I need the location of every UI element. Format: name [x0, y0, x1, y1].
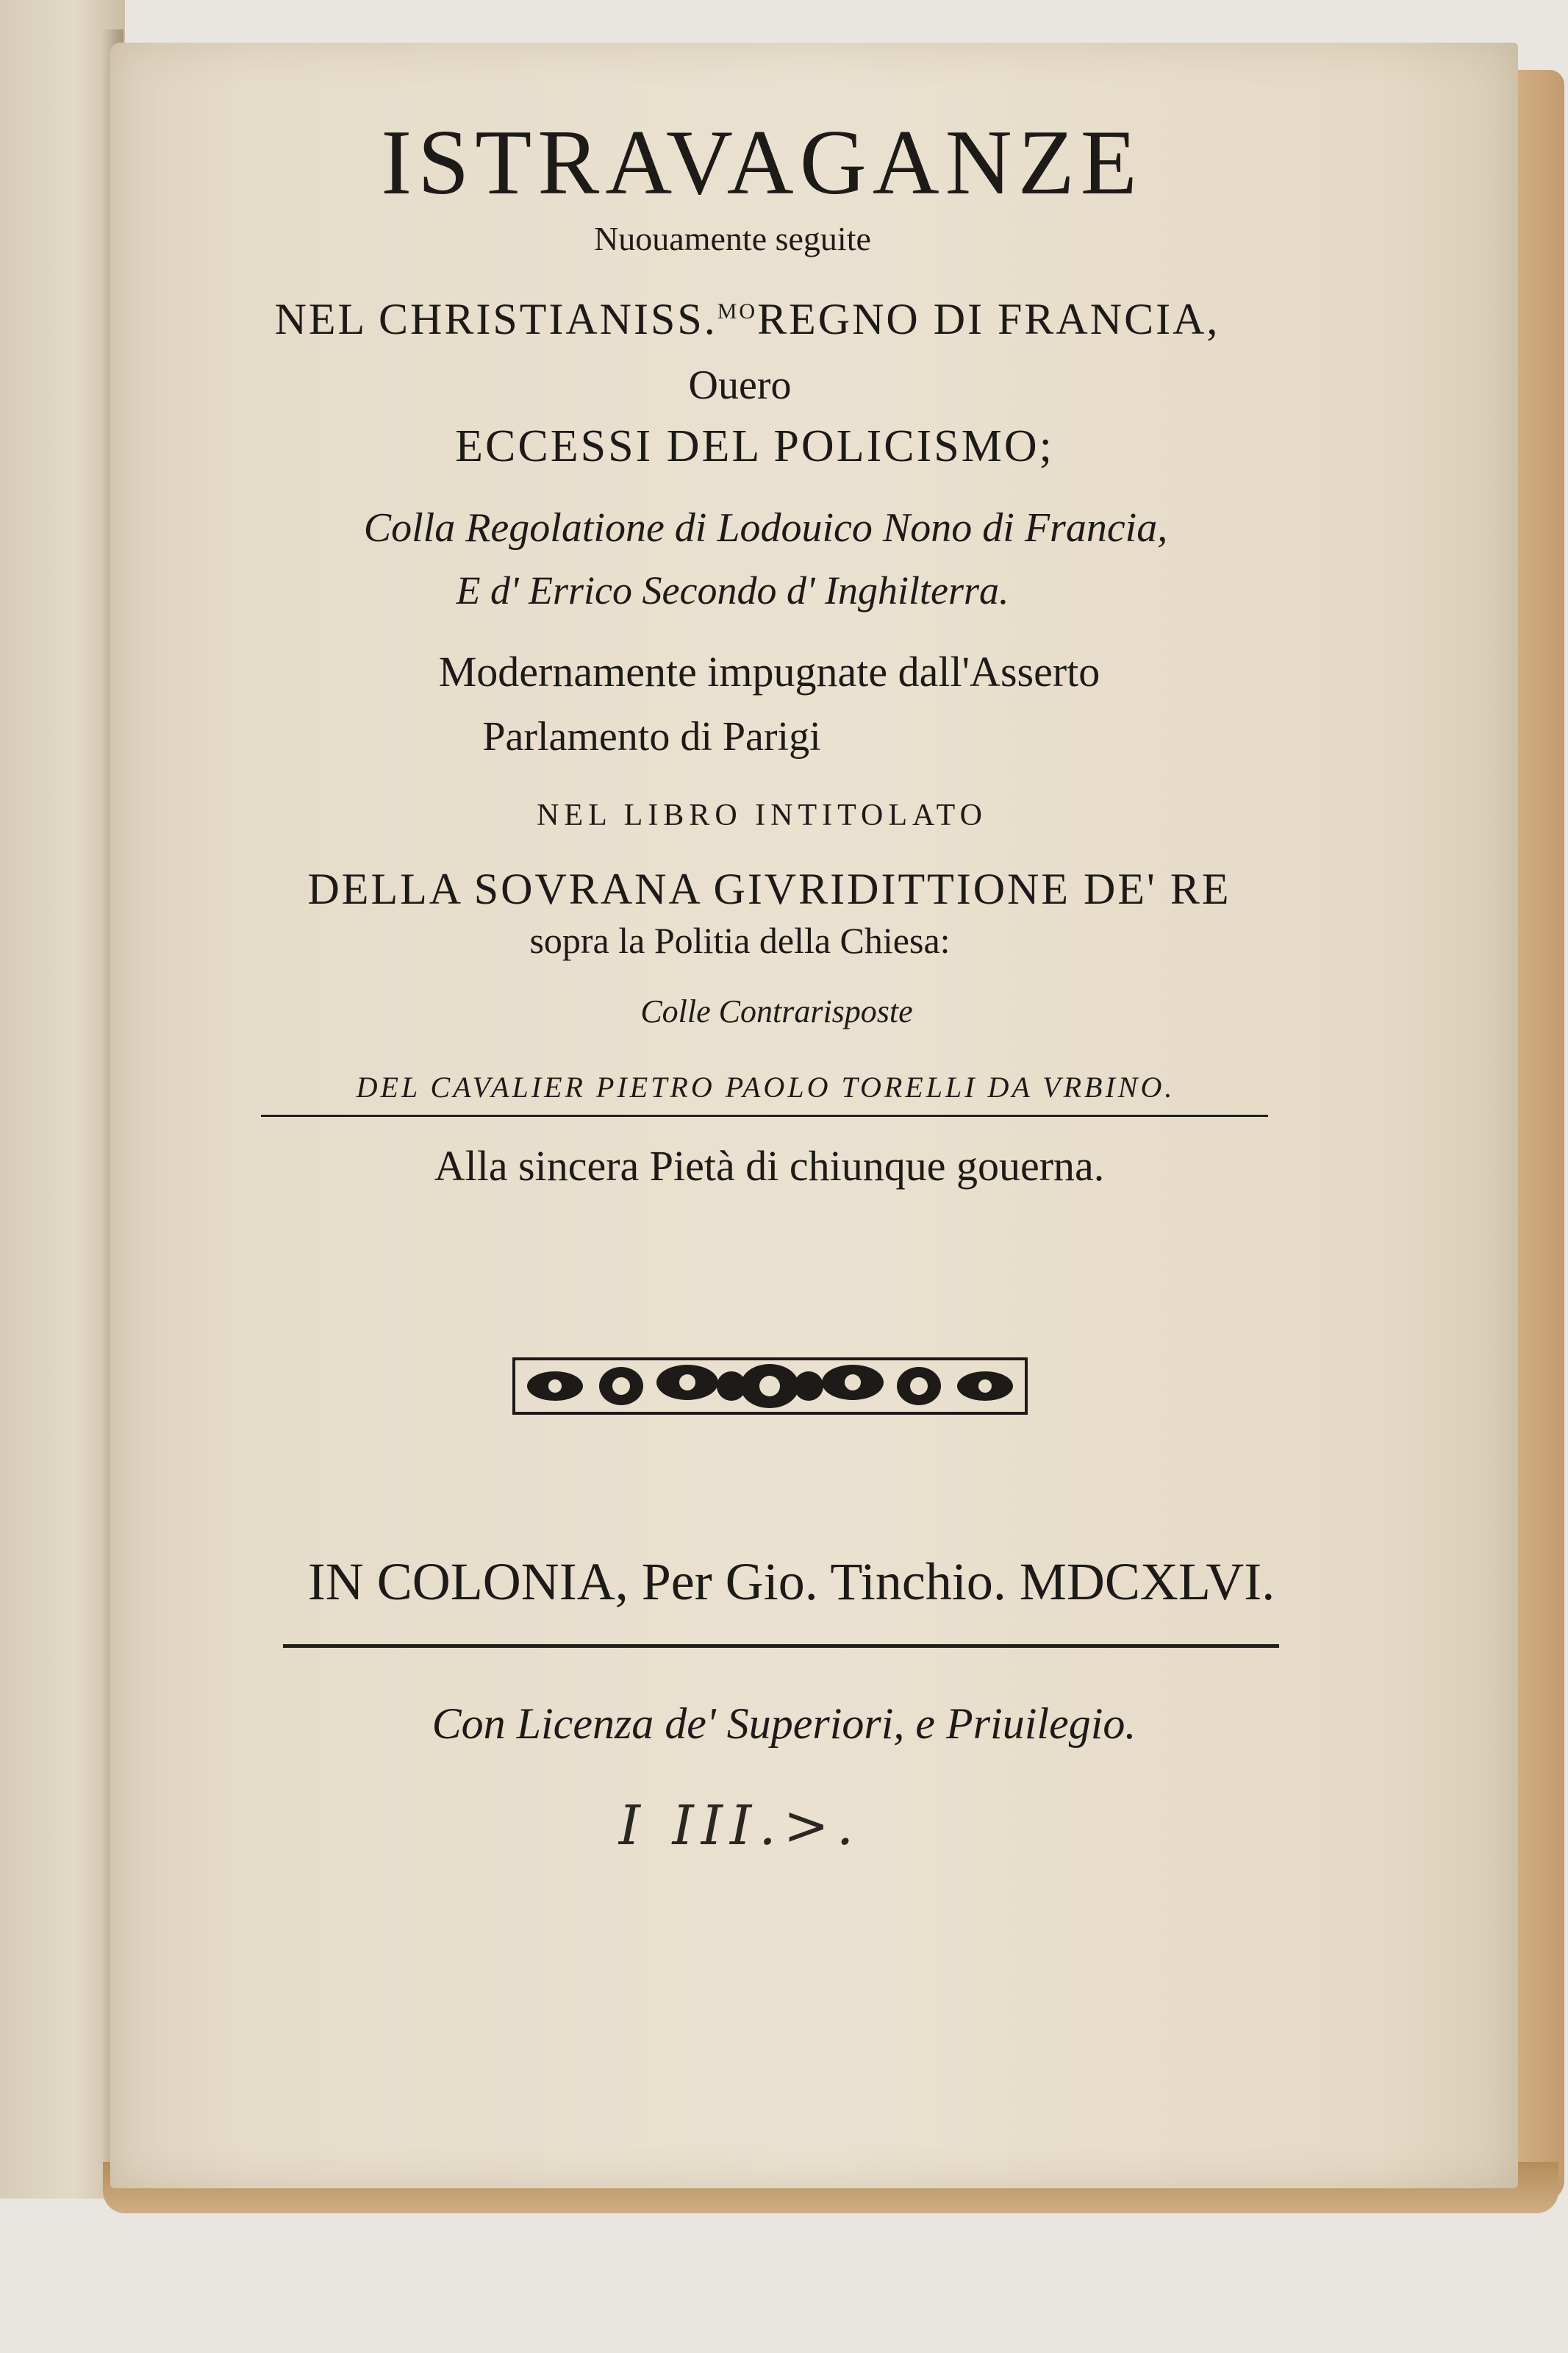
cavalier-underline — [261, 1115, 1268, 1117]
colle-line: Colle Contrarisposte — [640, 993, 913, 1029]
alla-line: Alla sincera Pietà di chiunque gouerna. — [434, 1142, 1105, 1190]
subtitle-line-2 — [0, 294, 1531, 345]
imprint-rule — [283, 1644, 1279, 1648]
eccessi-line: ECCESSI DEL POLICISMO; — [455, 421, 1054, 471]
sopra-line: sopra la Politia della Chiesa: — [529, 920, 951, 961]
modernamente-line-2: Parlamento di Parigi — [482, 714, 821, 760]
licenza-line: Con Licenza de' Superiori, e Priuilegio. — [432, 1699, 1136, 1748]
main-title: ISTRAVAGANZE — [381, 112, 1143, 214]
subtitle-line-2-end: REGNO DI FRANCIA, — [757, 295, 1220, 343]
printers-ornament — [511, 1346, 1029, 1427]
regolatione-line-1: Colla Regolatione di Lodouico Nono di Francia, — [363, 505, 1168, 551]
handwritten-note: I III.>. — [618, 1794, 862, 1857]
cavalier-line: DEL CAVALIER PIETRO PAOLO TORELLI DA VRBINO. — [356, 1071, 1175, 1104]
subtitle-line-1: Nuouamente seguite — [594, 220, 871, 257]
regolatione-line-2: E d' Errico Secondo d' Inghilterra. — [456, 568, 1009, 613]
sovrana-line: DELLA SOVRANA GIVRIDITTIONE DE' RE — [307, 865, 1231, 913]
imprint-line: IN COLONIA, Per Gio. Tinchio. MDCXLVI. — [307, 1552, 1275, 1611]
modernamente-line-1: Modernamente impugnate dall'Asserto — [438, 648, 1100, 696]
ouero-line: Ouero — [688, 363, 792, 408]
nel-libro-line: NEL LIBRO INTITOLATO — [537, 799, 987, 832]
ornament-svg — [511, 1346, 1029, 1427]
subtitle-line-2-start: NEL CHRISTIANISS. — [274, 295, 717, 343]
subtitle-line-2-superscript: MO — [717, 299, 758, 324]
